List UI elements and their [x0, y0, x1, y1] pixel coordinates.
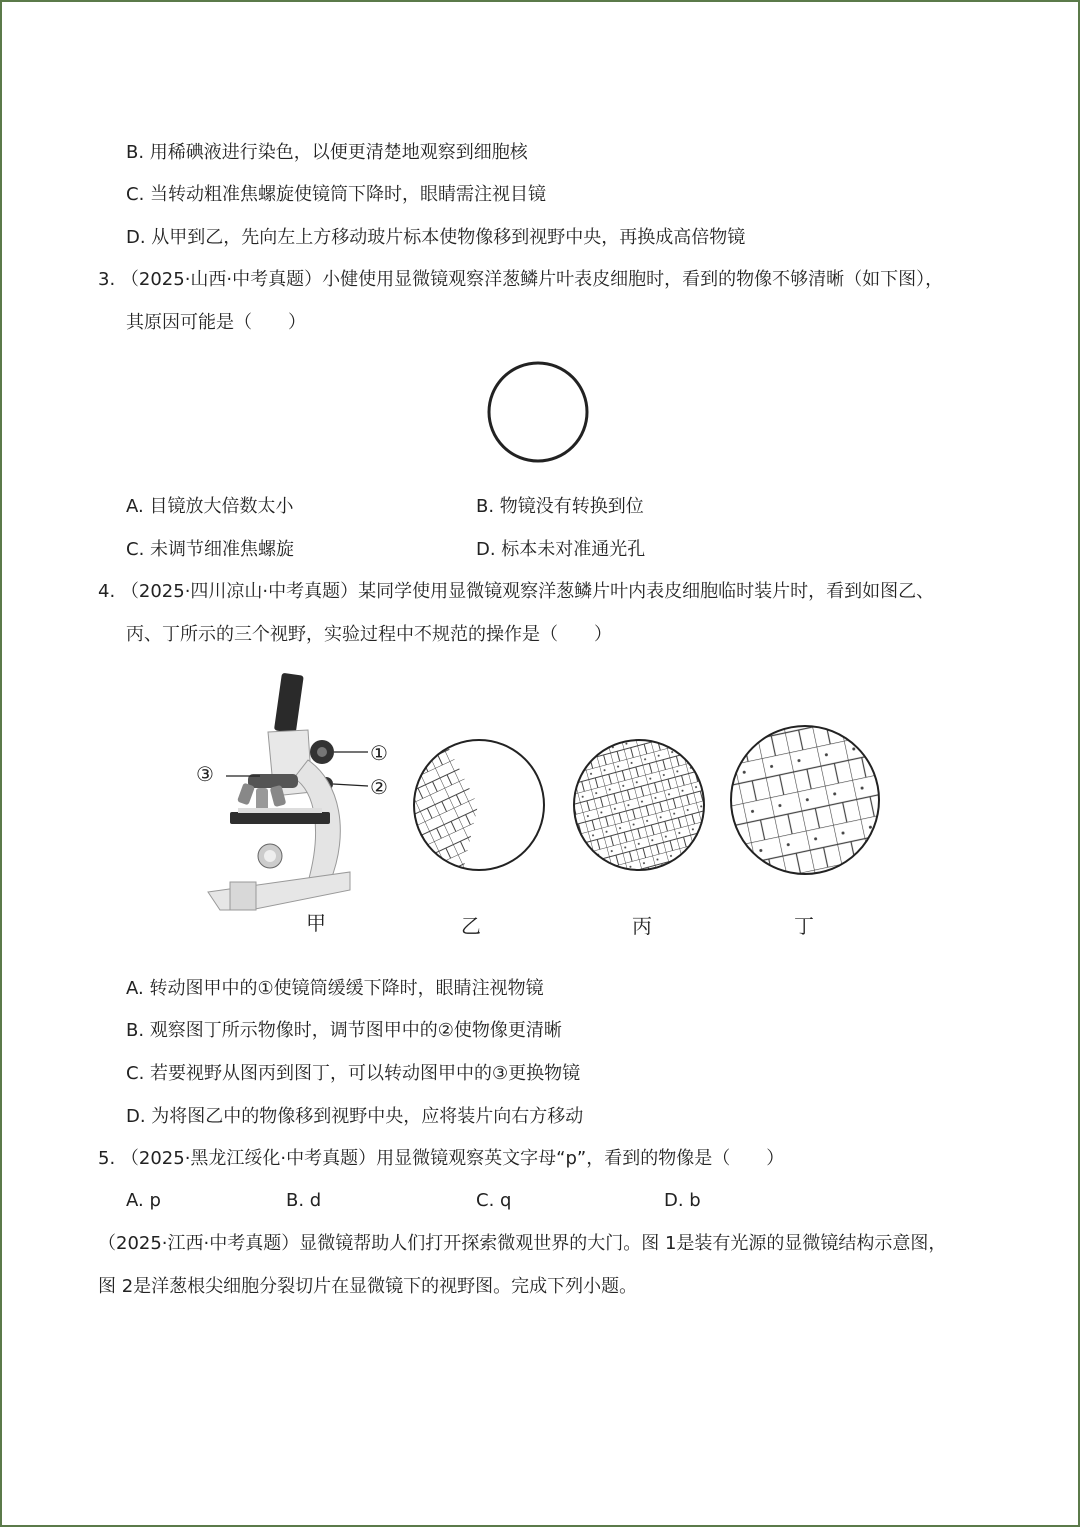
q4-option-b[interactable]: B. 观察图丁所示物像时，调节图甲中的②使物像更清晰 [126, 1020, 562, 1041]
q5-option-b[interactable]: B. d [286, 1190, 322, 1211]
q2-option-d[interactable]: D. 从甲到乙，先向左上方移动玻片标本使物像移到视野中央，再换成高倍物镜 [126, 227, 746, 248]
q4-option-d[interactable]: D. 为将图乙中的物像移到视野中央，应将装片向右方移动 [126, 1106, 584, 1127]
figure-label-ding: 丁 [794, 914, 814, 938]
q5-option-a[interactable]: A. p [126, 1190, 161, 1211]
q3-stem-line2: 其原因可能是（ ） [126, 312, 306, 333]
field-of-view-yi [402, 735, 557, 875]
q3-option-c[interactable]: C. 未调节细准焦螺旋 [126, 539, 295, 560]
q4-option-c[interactable]: C. 若要视野从图丙到图丁，可以转动图甲中的③更换物镜 [126, 1063, 581, 1084]
q2-option-c[interactable]: C. 当转动粗准焦螺旋使镜筒下降时，眼睛需注视目镜 [126, 184, 547, 205]
q3-option-d[interactable]: D. 标本未对准通光孔 [476, 539, 646, 560]
q5-option-c[interactable]: C. q [476, 1190, 512, 1211]
q3-stem-line1: 3. （2025·山西·中考真题）小健使用显微镜观察洋葱鳞片叶表皮细胞时，看到的物像不够清晰（如下图）， [98, 269, 944, 290]
figure-label-yi: 乙 [461, 914, 481, 938]
q5-option-d[interactable]: D. b [664, 1190, 701, 1211]
figure-label-jia: 甲 [306, 911, 326, 935]
marker-3: ③ [196, 762, 214, 786]
marker-2: ② [370, 775, 388, 799]
q3-blank-field-of-view-figure [484, 358, 594, 468]
q4-stem-line1: 4. （2025·四川凉山·中考真题）某同学使用显微镜观察洋葱鳞片叶内表皮细胞临时装片时，看到如图乙、 [98, 581, 935, 602]
q4-stem-line2: 丙、丁所示的三个视野，实验过程中不规范的操作是（ ） [126, 624, 612, 645]
q5-stem: 5. （2025·黑龙江绥化·中考真题）用显微镜观察英文字母“p”，看到的物像是（ ） [98, 1148, 785, 1169]
q6-intro-line2: 图 2是洋葱根尖细胞分裂切片在显微镜下的视野图。完成下列小题。 [98, 1276, 638, 1297]
q2-option-b[interactable]: B. 用稀碘液进行染色，以便更清楚地观察到细胞核 [126, 142, 528, 163]
q3-option-b[interactable]: B. 物镜没有转换到位 [476, 496, 644, 517]
figure-label-bing: 丙 [632, 914, 652, 938]
q6-intro-line1: （2025·江西·中考真题）显微镜帮助人们打开探索微观世界的大门。图 1是装有光源的显微镜结构示意图， [98, 1233, 947, 1254]
field-of-view-ding [726, 725, 886, 875]
microscope-illustration [190, 672, 400, 917]
field-of-view-bing [562, 735, 717, 875]
q4-option-a[interactable]: A. 转动图甲中的①使镜筒缓缓下降时，眼睛注视物镜 [126, 978, 544, 999]
marker-1: ① [370, 741, 388, 765]
q3-option-a[interactable]: A. 目镜放大倍数太小 [126, 496, 294, 517]
